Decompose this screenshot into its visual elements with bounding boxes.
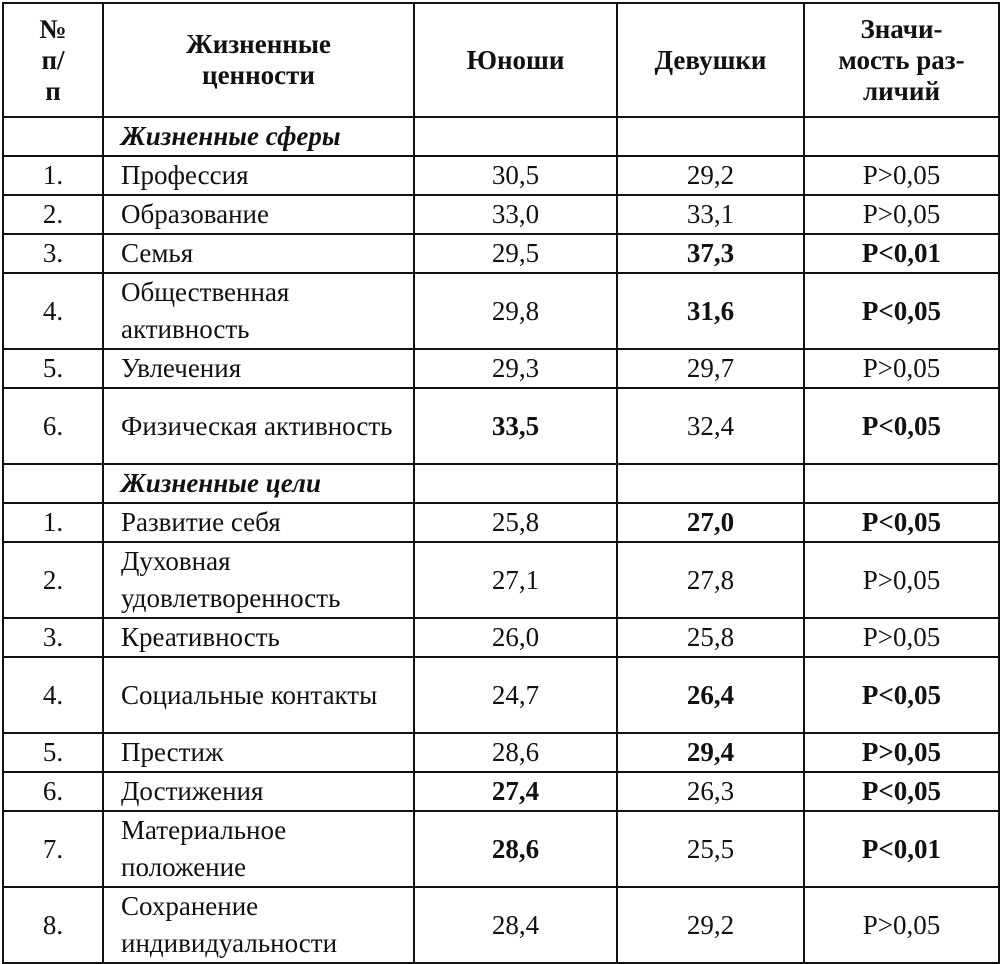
row-significance: P>0,05 — [804, 542, 999, 618]
row-number: 2. — [3, 195, 103, 234]
section-row — [3, 464, 999, 503]
section-empty-cell — [414, 464, 617, 503]
table-row — [3, 811, 999, 887]
row-name: Семья — [103, 234, 414, 273]
section-empty-cell — [617, 464, 804, 503]
row-number: 2. — [3, 542, 103, 618]
row-boys-value: 27,4 — [414, 772, 617, 811]
header-num: № п/п — [3, 3, 103, 117]
row-girls-value: 26,4 — [617, 657, 804, 733]
row-number: 5. — [3, 349, 103, 388]
row-significance: P<0,05 — [804, 657, 999, 733]
row-boys-value: 29,3 — [414, 349, 617, 388]
row-name: Креативность — [103, 618, 414, 657]
row-number: 7. — [3, 811, 103, 887]
row-significance: P>0,05 — [804, 195, 999, 234]
row-name: Престиж — [103, 733, 414, 772]
row-significance: P>0,05 — [804, 887, 999, 963]
row-girls-value: 27,0 — [617, 503, 804, 542]
table-row — [3, 503, 999, 542]
section-empty-cell — [3, 117, 103, 156]
row-name: Развитие себя — [103, 503, 414, 542]
row-name: Материальное положение — [103, 811, 414, 887]
row-number: 1. — [3, 156, 103, 195]
row-number: 5. — [3, 733, 103, 772]
table-row — [3, 887, 999, 963]
row-significance: P>0,05 — [804, 349, 999, 388]
row-name: Образование — [103, 195, 414, 234]
section-empty-cell — [3, 464, 103, 503]
row-number: 6. — [3, 772, 103, 811]
row-boys-value: 29,5 — [414, 234, 617, 273]
row-significance: P>0,05 — [804, 618, 999, 657]
header-significance: Значи- мость раз- личий — [804, 3, 999, 117]
row-name: Духовная удовлетворенность — [103, 542, 414, 618]
row-girls-value: 33,1 — [617, 195, 804, 234]
row-girls-value: 29,4 — [617, 733, 804, 772]
row-significance: P<0,01 — [804, 234, 999, 273]
row-number: 4. — [3, 273, 103, 349]
row-boys-value: 33,0 — [414, 195, 617, 234]
row-girls-value: 32,4 — [617, 388, 804, 464]
table-row — [3, 349, 999, 388]
table-row — [3, 388, 999, 464]
row-boys-value: 30,5 — [414, 156, 617, 195]
row-boys-value: 29,8 — [414, 273, 617, 349]
row-girls-value: 37,3 — [617, 234, 804, 273]
row-girls-value: 26,3 — [617, 772, 804, 811]
table-row — [3, 772, 999, 811]
row-girls-value: 31,6 — [617, 273, 804, 349]
row-boys-value: 27,1 — [414, 542, 617, 618]
row-number: 3. — [3, 234, 103, 273]
table-row — [3, 195, 999, 234]
row-significance: P<0,05 — [804, 772, 999, 811]
row-girls-value: 29,2 — [617, 156, 804, 195]
row-boys-value: 24,7 — [414, 657, 617, 733]
row-girls-value: 29,2 — [617, 887, 804, 963]
row-name: Сохранение индивидуальности — [103, 887, 414, 963]
row-significance: P<0,05 — [804, 388, 999, 464]
header-row — [3, 3, 999, 117]
row-boys-value: 26,0 — [414, 618, 617, 657]
row-significance: P<0,01 — [804, 811, 999, 887]
header-boys: Юноши — [414, 3, 617, 117]
row-boys-value: 28,4 — [414, 887, 617, 963]
row-name: Общественная активность — [103, 273, 414, 349]
row-girls-value: 29,7 — [617, 349, 804, 388]
section-empty-cell — [414, 117, 617, 156]
row-name: Профессия — [103, 156, 414, 195]
row-name: Социальные контакты — [103, 657, 414, 733]
row-girls-value: 25,8 — [617, 618, 804, 657]
section-empty-cell — [617, 117, 804, 156]
row-boys-value: 28,6 — [414, 811, 617, 887]
row-number: 6. — [3, 388, 103, 464]
row-boys-value: 33,5 — [414, 388, 617, 464]
row-number: 8. — [3, 887, 103, 963]
table-row — [3, 542, 999, 618]
section-empty-cell — [804, 117, 999, 156]
row-number: 4. — [3, 657, 103, 733]
section-title: Жизненные цели — [103, 464, 414, 503]
row-girls-value: 27,8 — [617, 542, 804, 618]
row-significance: P>0,05 — [804, 733, 999, 772]
section-empty-cell — [804, 464, 999, 503]
table-row — [3, 234, 999, 273]
header-values: Жизненные ценности — [103, 3, 414, 117]
row-name: Достижения — [103, 772, 414, 811]
row-significance: P<0,05 — [804, 273, 999, 349]
row-number: 1. — [3, 503, 103, 542]
row-girls-value: 25,5 — [617, 811, 804, 887]
table-body — [3, 117, 999, 963]
row-boys-value: 25,8 — [414, 503, 617, 542]
row-name: Увлечения — [103, 349, 414, 388]
row-significance: P<0,05 — [804, 503, 999, 542]
section-row — [3, 117, 999, 156]
row-boys-value: 28,6 — [414, 733, 617, 772]
table-row — [3, 273, 999, 349]
section-title: Жизненные сферы — [103, 117, 414, 156]
header-girls: Девушки — [617, 3, 804, 117]
table-row — [3, 618, 999, 657]
row-number: 3. — [3, 618, 103, 657]
table-row — [3, 657, 999, 733]
row-name: Физическая активность — [103, 388, 414, 464]
table-row — [3, 156, 999, 195]
table-row — [3, 733, 999, 772]
row-significance: P>0,05 — [804, 156, 999, 195]
values-table — [2, 2, 1000, 964]
